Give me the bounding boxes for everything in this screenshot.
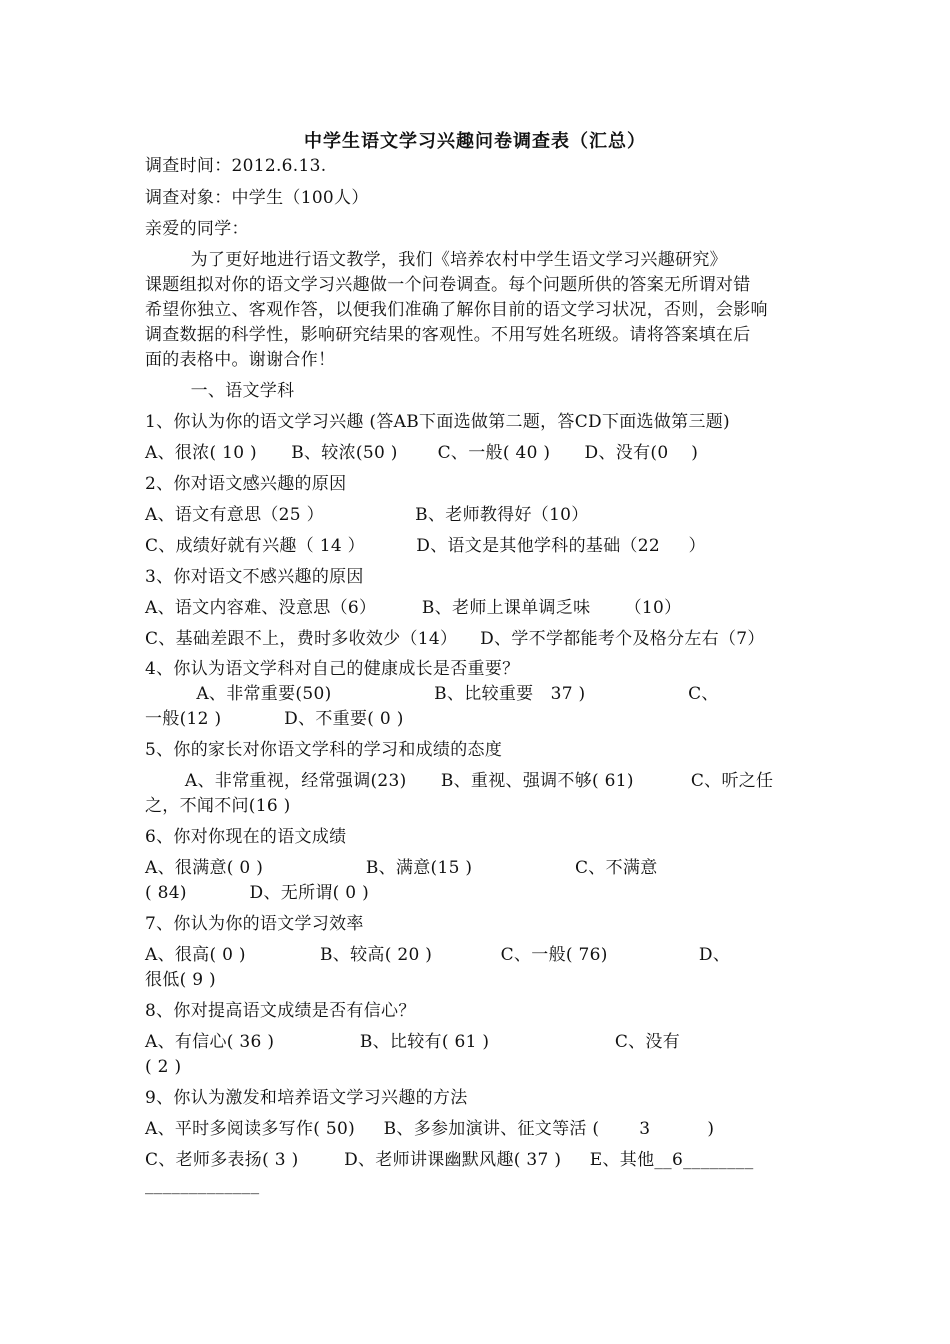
question-4-options: 一般(12 ) D、不重要( 0 ) xyxy=(145,709,404,729)
question-5-options: 之，不闻不问(16 ) xyxy=(145,796,291,816)
question-5: 5、你的家长对你语文学科的学习和成绩的态度 xyxy=(145,740,503,760)
question-9-blank: _____________ xyxy=(145,1175,260,1195)
question-1-options: A、很浓( 10 ) B、较浓(50 ) C、一般( 40 ) D、没有(0 ) xyxy=(145,443,699,463)
question-8-options: ( 2 ) xyxy=(145,1057,182,1077)
intro-line: 课题组拟对你的语文学习兴趣做一个问卷调查。每个问题所供的答案无所谓对错 xyxy=(145,275,751,295)
survey-time: 调查时间：2012.6.13. xyxy=(145,156,327,176)
question-8-options: A、有信心( 36 ) B、比较有( 61 ) C、没有 xyxy=(145,1032,681,1052)
question-3-options: A、语文内容难、没意思（6） B、老师上课单调乏味 （10） xyxy=(145,598,682,618)
document-title: 中学生语文学习兴趣问卷调查表（汇总） xyxy=(304,131,646,152)
question-9-options: A、平时多阅读多写作( 50) B、多参加演讲、征文等活 ( 3 ) xyxy=(145,1119,715,1139)
question-8: 8、你对提高语文成绩是否有信心？ xyxy=(145,1001,416,1021)
question-6-options: A、很满意( 0 ) B、满意(15 ) C、不满意 xyxy=(145,858,658,878)
question-7-options: 很低( 9 ) xyxy=(145,970,216,990)
question-3: 3、你对语文不感兴趣的原因 xyxy=(145,567,364,587)
survey-target: 调查对象：中学生（100人） xyxy=(145,188,369,208)
question-9: 9、你认为激发和培养语文学习兴趣的方法 xyxy=(145,1088,468,1108)
question-6-options: ( 84) D、无所谓( 0 ) xyxy=(145,883,370,903)
question-7: 7、你认为你的语文学习效率 xyxy=(145,914,364,934)
question-4: 4、你认为语文学科对自己的健康成长是否重要？ xyxy=(145,659,520,679)
intro-line: 调查数据的科学性，影响研究结果的客观性。不用写姓名班级。请将答案填在后 xyxy=(145,325,751,345)
section-heading: 一、语文学科 xyxy=(145,381,295,401)
question-9-options: C、老师多表扬( 3 ) D、老师讲课幽默风趣( 37 ) E、其他__6________ xyxy=(145,1150,754,1170)
question-6: 6、你对你现在的语文成绩 xyxy=(145,827,347,847)
intro-line: 为了更好地进行语文教学，我们《培养农村中学生语文学习兴趣研究》 xyxy=(145,250,727,270)
question-7-options: A、很高( 0 ) B、较高( 20 ) C、一般( 76) D、 xyxy=(145,945,731,965)
intro-line: 希望你独立、客观作答，以便我们准确了解你目前的语文学习状况，否则，会影响 xyxy=(145,300,768,320)
question-2: 2、你对语文感兴趣的原因 xyxy=(145,474,347,494)
question-2-options: A、语文有意思（25 ） B、老师教得好（10） xyxy=(145,505,589,525)
question-3-options: C、基础差跟不上，费时多收效少（14） D、学不学都能考个及格分左右（7） xyxy=(145,629,765,649)
question-2-options: C、成绩好就有兴趣（ 14 ） D、语文是其他学科的基础（22 ） xyxy=(145,536,706,556)
question-4-options: A、非常重要(50) B、比较重要 37 ) C、 xyxy=(145,684,719,704)
intro-line: 面的表格中。谢谢合作！ xyxy=(145,350,336,370)
greeting: 亲爱的同学： xyxy=(145,219,249,239)
question-1: 1、你认为你的语文学习兴趣 (答AB下面选做第二题，答CD下面选做第三题) xyxy=(145,412,730,432)
question-5-options: A、非常重视，经常强调(23) B、重视、强调不够( 61) C、听之任 xyxy=(145,771,774,791)
